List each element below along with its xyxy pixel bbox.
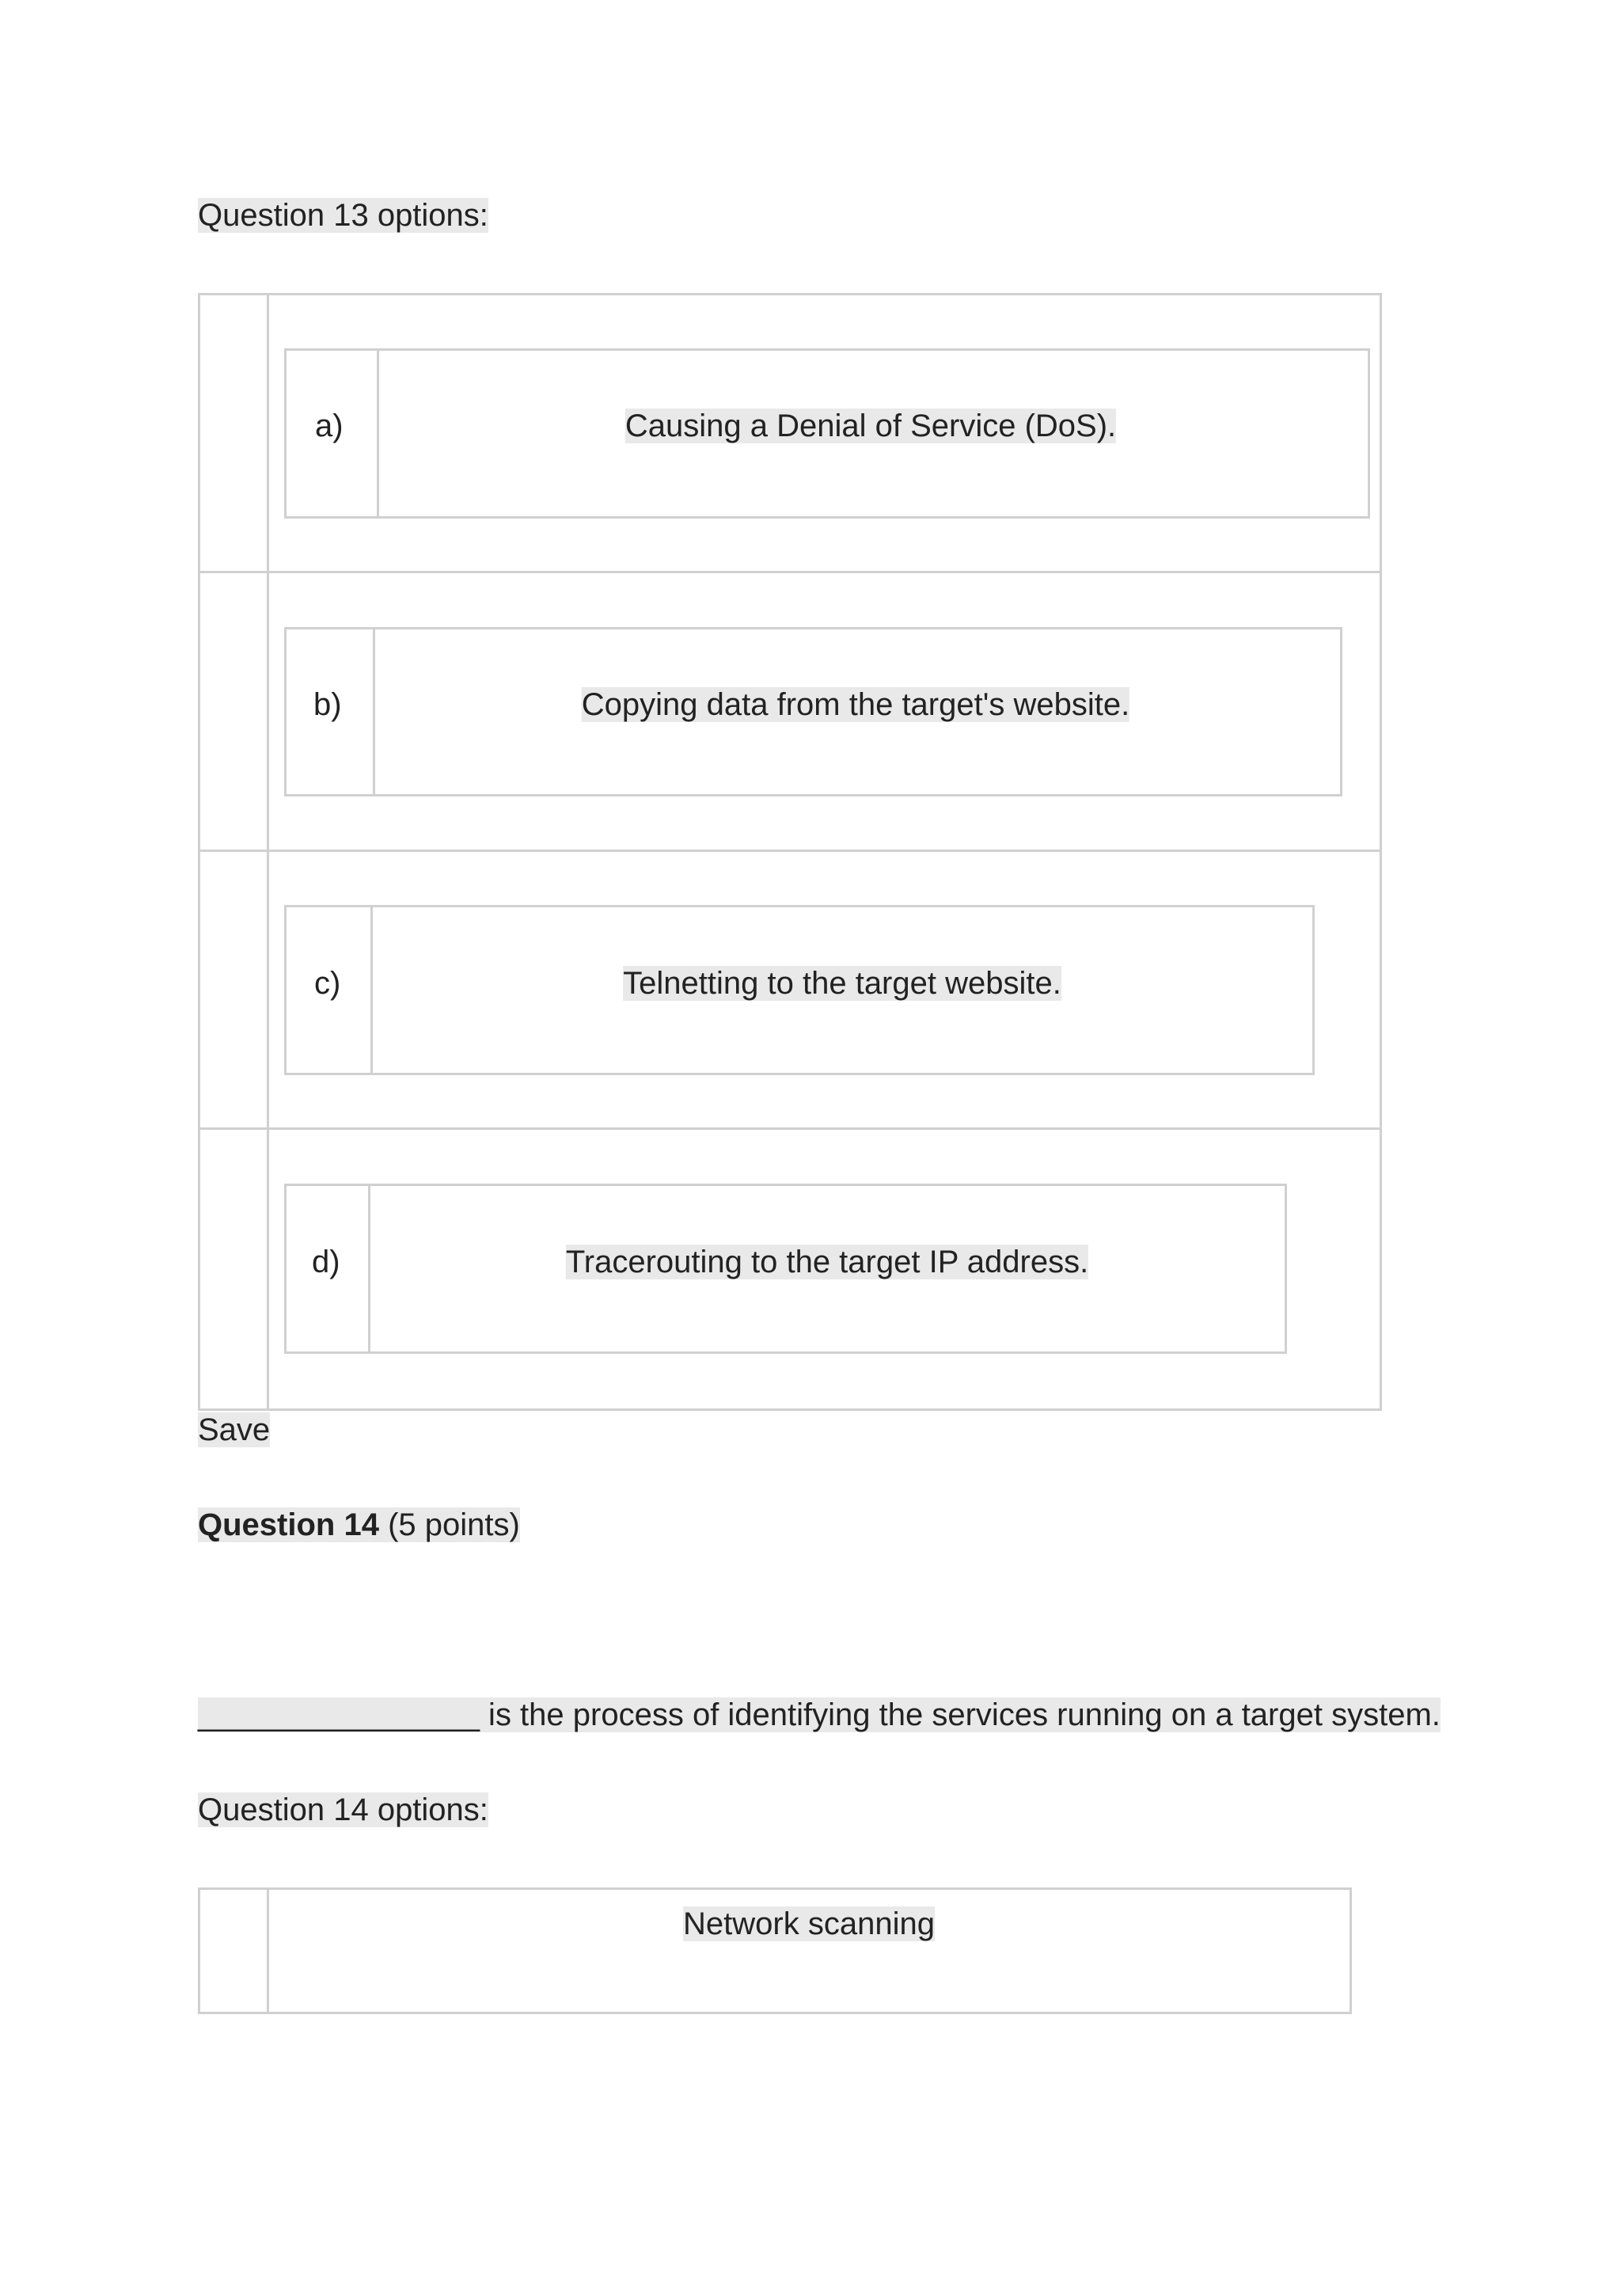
option-divider (370, 905, 373, 1075)
option-divider (368, 1184, 370, 1354)
q14-prompt (198, 1697, 1441, 1732)
q14-points: (5 points) (388, 1507, 520, 1542)
row-divider (198, 850, 1382, 852)
table-divider (267, 293, 269, 1411)
q14-header (198, 1507, 520, 1542)
option-a-text: Causing a Denial of Service (DoS). (624, 409, 1117, 443)
option-b-text: Copying data from the target's website. (581, 687, 1130, 722)
option-c-letter: c) (314, 966, 341, 1001)
save-button[interactable]: Save (198, 1412, 271, 1447)
option-d-text: Tracerouting to the target IP address. (565, 1245, 1089, 1279)
q13-options-heading: Question 13 options: (198, 198, 488, 233)
q14-options-heading: Question 14 options: (198, 1792, 488, 1827)
table-divider (267, 1887, 269, 2014)
option-c-text: Telnetting to the target website. (623, 966, 1061, 1001)
option-a-letter: a) (315, 409, 344, 443)
option-divider (373, 627, 375, 796)
q14-title: Question 14 (198, 1507, 379, 1542)
q14-blank: ________________ (198, 1697, 480, 1732)
q14-option-1-text[interactable]: Network scanning (683, 1906, 935, 1941)
row-divider (198, 571, 1382, 573)
option-divider (377, 348, 379, 519)
q14-prompt-text: is the process of identifying the services running on a target system. (479, 1697, 1441, 1732)
option-b-letter: b) (313, 687, 342, 722)
option-d-letter: d) (312, 1245, 340, 1279)
row-divider (198, 1127, 1382, 1130)
